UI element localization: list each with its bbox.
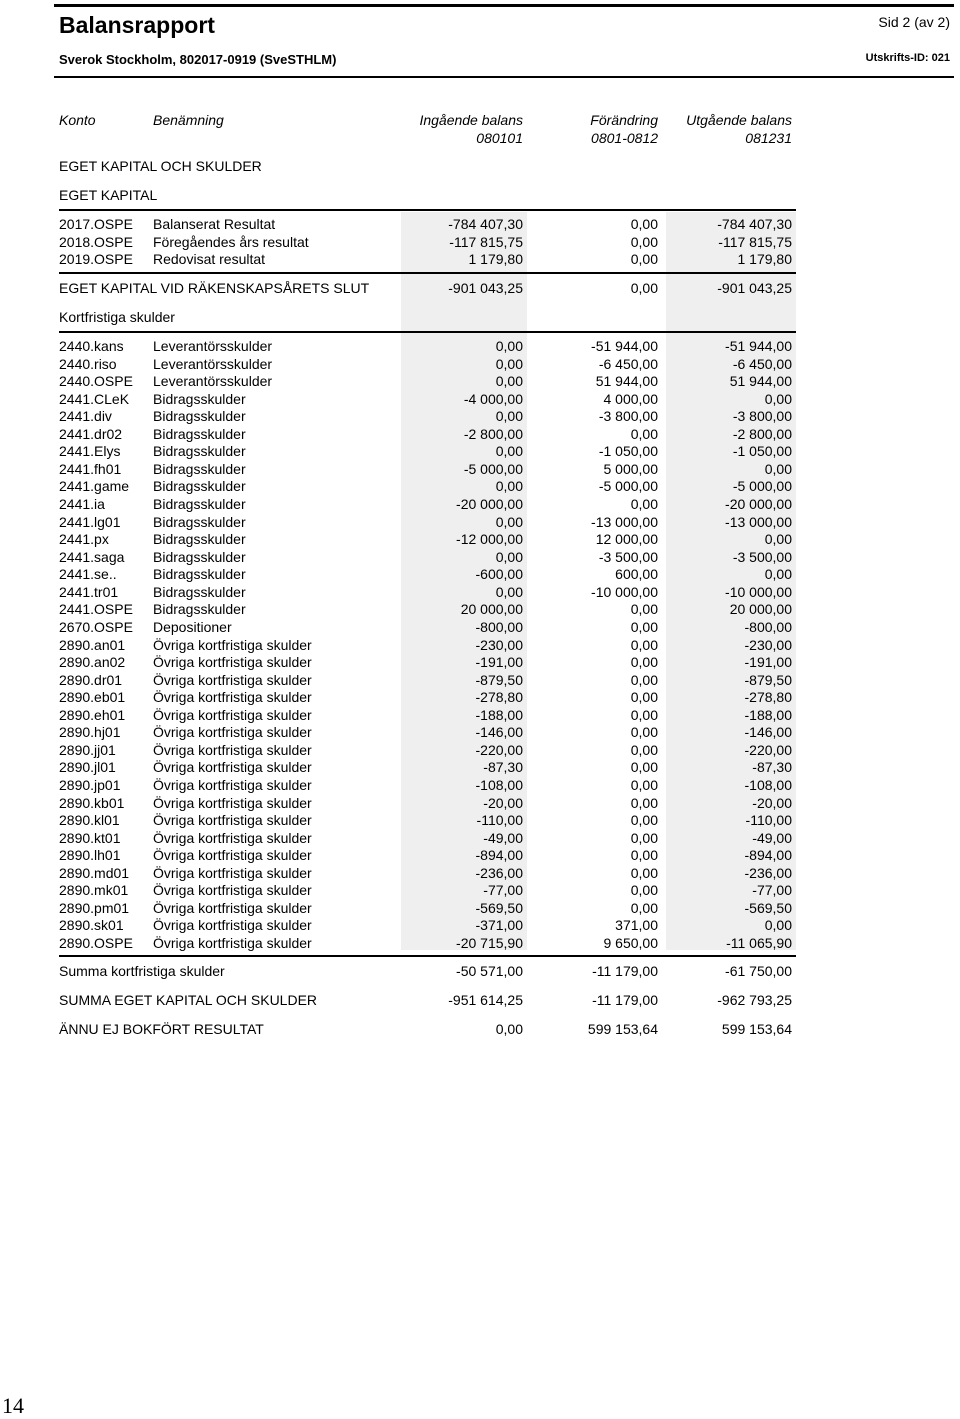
change: 0,00 xyxy=(630,425,658,442)
unbooked-result-in: 0,00 xyxy=(495,1021,523,1037)
account-code: 2441.div xyxy=(59,408,112,425)
change: -51 944,00 xyxy=(591,338,658,354)
opening-balance: 0,00 xyxy=(495,373,523,390)
account-code: 2670.OSPE xyxy=(59,618,133,635)
opening-balance: -87,30 xyxy=(483,759,523,776)
change: 0,00 xyxy=(630,233,658,250)
opening-balance: -108,00 xyxy=(475,777,523,793)
account-code: 2441.se.. xyxy=(59,566,117,583)
equity-total-row xyxy=(0,280,960,298)
debt-row xyxy=(0,531,960,549)
opening-balance: -879,50 xyxy=(475,671,523,688)
account-code: 2441.Elys xyxy=(59,443,121,460)
col-header-konto: Konto xyxy=(59,112,96,128)
closing-balance: -108,00 xyxy=(744,777,792,793)
account-code: 2890.kl01 xyxy=(59,812,120,829)
account-name: Övriga kortfristiga skulder xyxy=(153,829,312,846)
account-name: Bidragsskulder xyxy=(153,425,246,442)
unbooked-result-out: 599 153,64 xyxy=(721,1021,792,1037)
account-name: Bidragsskulder xyxy=(153,583,246,600)
opening-balance: -191,00 xyxy=(475,654,523,671)
grand-total-in: -951 614,25 xyxy=(448,992,523,1008)
account-name: Övriga kortfristiga skulder xyxy=(153,899,312,916)
print-id: Utskrifts-ID: 021 xyxy=(865,52,950,64)
opening-balance: -230,00 xyxy=(475,636,523,653)
grand-total-row xyxy=(0,992,960,1010)
col-header-utgaende-date: 081231 xyxy=(745,130,792,146)
account-code: 2441.CLeK xyxy=(59,390,130,407)
report-title: Balansrapport xyxy=(59,12,215,38)
account-code: 2441.fh01 xyxy=(59,460,122,477)
account-code: 2890.dr01 xyxy=(59,671,123,688)
account-code: 2441.saga xyxy=(59,548,125,565)
closing-balance: 0,00 xyxy=(764,531,792,548)
account-code: 2890.lh01 xyxy=(59,847,121,864)
change: 0,00 xyxy=(630,812,658,829)
closing-balance: -51 944,00 xyxy=(725,338,792,354)
debt-row xyxy=(0,759,960,777)
closing-balance: -188,00 xyxy=(744,706,792,723)
opening-balance: -371,00 xyxy=(475,917,523,934)
account-code: 2890.jp01 xyxy=(59,777,121,793)
change: -5 000,00 xyxy=(598,478,658,495)
account-name: Övriga kortfristiga skulder xyxy=(153,724,312,741)
opening-balance: 0,00 xyxy=(495,408,523,425)
account-name: Redovisat resultat xyxy=(153,251,266,268)
debt-row xyxy=(0,391,960,409)
equity-total-change: 0,00 xyxy=(630,280,658,296)
account-name: Bidragsskulder xyxy=(153,601,246,618)
closing-balance: -191,00 xyxy=(744,654,792,671)
change: 0,00 xyxy=(630,864,658,881)
change: 5 000,00 xyxy=(603,460,658,477)
grand-total-label: SUMMA EGET KAPITAL OCH SKULDER xyxy=(59,992,318,1008)
col-header-benamning: Benämning xyxy=(153,112,224,128)
account-name: Bidragsskulder xyxy=(153,390,246,407)
debt-row xyxy=(0,865,960,883)
section-heading-equity-and-debt: EGET KAPITAL OCH SKULDER xyxy=(59,158,262,174)
account-name: Leverantörsskulder xyxy=(153,373,273,390)
account-name: Bidragsskulder xyxy=(153,408,246,425)
opening-balance: -4 000,00 xyxy=(463,390,523,407)
col-header-ingaende: Ingående balans xyxy=(419,112,523,128)
opening-balance: -220,00 xyxy=(475,741,523,758)
closing-balance: -6 450,00 xyxy=(732,355,792,372)
change: 0,00 xyxy=(630,601,658,618)
closing-balance: -11 065,90 xyxy=(726,935,792,952)
debt-row xyxy=(0,795,960,813)
account-code: 2018.OSPE xyxy=(59,233,133,250)
change: 0,00 xyxy=(630,741,658,758)
closing-balance: -5 000,00 xyxy=(732,478,792,495)
opening-balance: -2 800,00 xyxy=(463,425,523,442)
change: 0,00 xyxy=(630,899,658,916)
change: 0,00 xyxy=(630,216,658,232)
section-heading-short-term-debt: Kortfristiga skulder xyxy=(59,309,175,325)
debt-row xyxy=(0,900,960,918)
account-name: Övriga kortfristiga skulder xyxy=(153,864,312,881)
grand-total-out: -962 793,25 xyxy=(717,992,792,1008)
change: 0,00 xyxy=(630,829,658,846)
account-name: Övriga kortfristiga skulder xyxy=(153,794,312,811)
col-header-forandring-date: 0801-0812 xyxy=(591,130,658,146)
opening-balance: 0,00 xyxy=(495,548,523,565)
account-code: 2890.mk01 xyxy=(59,882,129,899)
opening-balance: -20 000,00 xyxy=(456,496,523,513)
col-header-utgaende: Utgående balans xyxy=(686,112,792,128)
equity-total-label: EGET KAPITAL VID RÄKENSKAPSÅRETS SLUT xyxy=(59,280,370,296)
account-code: 2890.jj01 xyxy=(59,741,116,758)
account-name: Övriga kortfristiga skulder xyxy=(153,689,312,706)
debt-row xyxy=(0,549,960,567)
debt-row xyxy=(0,672,960,690)
change: 0,00 xyxy=(630,654,658,671)
account-name: Övriga kortfristiga skulder xyxy=(153,917,312,934)
opening-balance: -236,00 xyxy=(475,864,523,881)
closing-balance: -13 000,00 xyxy=(725,513,792,530)
debt-total-out: -61 750,00 xyxy=(725,963,792,979)
debt-row xyxy=(0,566,960,584)
opening-balance: -110,00 xyxy=(476,812,523,829)
opening-balance: 0,00 xyxy=(495,338,523,354)
closing-balance: -800,00 xyxy=(744,618,792,635)
account-name: Föregåendes års resultat xyxy=(153,233,309,250)
unbooked-result-row xyxy=(0,1021,960,1039)
change: 0,00 xyxy=(630,636,658,653)
closing-balance: -2 800,00 xyxy=(732,425,792,442)
account-name: Bidragsskulder xyxy=(153,443,246,460)
account-code: 2890.OSPE xyxy=(59,935,133,952)
account-name: Bidragsskulder xyxy=(153,460,246,477)
account-code: 2441.lg01 xyxy=(59,513,121,530)
opening-balance: -278,80 xyxy=(475,689,523,706)
page-number: 14 xyxy=(2,1393,24,1418)
account-name: Övriga kortfristiga skulder xyxy=(153,671,312,688)
organization-name: Sverok Stockholm, 802017-0919 (SveSTHLM) xyxy=(59,52,337,67)
account-name: Bidragsskulder xyxy=(153,548,246,565)
closing-balance: -110,00 xyxy=(745,812,792,829)
opening-balance: 20 000,00 xyxy=(460,601,523,618)
closing-balance: 0,00 xyxy=(764,390,792,407)
account-name: Bidragsskulder xyxy=(153,478,246,495)
debt-row xyxy=(0,496,960,514)
opening-balance: 0,00 xyxy=(495,583,523,600)
opening-balance: 0,00 xyxy=(495,513,523,530)
change: -3 800,00 xyxy=(598,408,658,425)
account-name: Övriga kortfristiga skulder xyxy=(153,812,312,829)
debt-row xyxy=(0,356,960,374)
account-name: Övriga kortfristiga skulder xyxy=(153,777,312,793)
closing-balance: -87,30 xyxy=(752,759,792,776)
debt-row xyxy=(0,514,960,532)
equity-total-out: -901 043,25 xyxy=(717,280,792,296)
unbooked-result-change: 599 153,64 xyxy=(587,1021,658,1037)
change: 0,00 xyxy=(630,251,658,268)
change: 371,00 xyxy=(615,917,658,934)
account-name: Leverantörsskulder xyxy=(153,355,273,372)
equity-row xyxy=(0,234,960,252)
account-code: 2441.px xyxy=(59,531,109,548)
opening-balance: -117 815,75 xyxy=(449,233,523,250)
debt-row xyxy=(0,654,960,672)
opening-balance: -20 715,90 xyxy=(456,935,523,952)
opening-balance: -5 000,00 xyxy=(463,460,523,477)
account-code: 2890.an01 xyxy=(59,636,126,653)
account-code: 2890.eh01 xyxy=(59,706,126,723)
change: 0,00 xyxy=(630,671,658,688)
debt-row xyxy=(0,707,960,725)
debt-row xyxy=(0,882,960,900)
account-code: 2440.OSPE xyxy=(59,373,133,390)
account-name: Övriga kortfristiga skulder xyxy=(153,654,312,671)
closing-balance: -894,00 xyxy=(744,847,792,864)
debt-row xyxy=(0,724,960,742)
closing-balance: 1 179,80 xyxy=(737,251,792,268)
change: 0,00 xyxy=(630,794,658,811)
page-indicator: Sid 2 (av 2) xyxy=(878,14,950,30)
change: 0,00 xyxy=(630,724,658,741)
opening-balance: -188,00 xyxy=(475,706,523,723)
account-name: Bidragsskulder xyxy=(153,566,246,583)
opening-balance: 0,00 xyxy=(495,443,523,460)
closing-balance: 0,00 xyxy=(764,566,792,583)
equity-total-in: -901 043,25 xyxy=(448,280,523,296)
debt-row xyxy=(0,830,960,848)
account-code: 2890.jl01 xyxy=(59,759,116,776)
closing-balance: -3 800,00 xyxy=(732,408,792,425)
opening-balance: -12 000,00 xyxy=(456,531,523,548)
account-name: Bidragsskulder xyxy=(153,513,246,530)
change: 0,00 xyxy=(630,706,658,723)
closing-balance: -236,00 xyxy=(744,864,792,881)
account-code: 2017.OSPE xyxy=(59,216,133,232)
header-rule xyxy=(54,76,954,78)
closing-balance: 51 944,00 xyxy=(729,373,792,390)
opening-balance: 0,00 xyxy=(495,478,523,495)
account-name: Övriga kortfristiga skulder xyxy=(153,847,312,864)
equity-row xyxy=(0,251,960,269)
closing-balance: -569,50 xyxy=(744,899,792,916)
change: 600,00 xyxy=(615,566,658,583)
account-name: Övriga kortfristiga skulder xyxy=(153,935,312,952)
account-code: 2441.ia xyxy=(59,496,105,513)
change: -1 050,00 xyxy=(598,443,658,460)
opening-balance: -600,00 xyxy=(475,566,523,583)
opening-balance: -49,00 xyxy=(483,829,523,846)
debt-row xyxy=(0,917,960,935)
debt-row xyxy=(0,461,960,479)
account-code: 2441.game xyxy=(59,478,130,495)
section-heading-equity: EGET KAPITAL xyxy=(59,187,158,203)
closing-balance: -3 500,00 xyxy=(732,548,792,565)
account-name: Leverantörsskulder xyxy=(153,338,273,354)
debt-row xyxy=(0,373,960,391)
debt-total-rule xyxy=(59,955,796,957)
debt-row xyxy=(0,742,960,760)
account-name: Övriga kortfristiga skulder xyxy=(153,706,312,723)
closing-balance: -230,00 xyxy=(744,636,792,653)
debt-row xyxy=(0,935,960,953)
equity-section-rule xyxy=(59,209,796,211)
account-code: 2890.sk01 xyxy=(59,917,124,934)
closing-balance: -278,80 xyxy=(744,689,792,706)
debt-section-rule xyxy=(59,331,796,333)
top-rule xyxy=(54,4,954,7)
opening-balance: -784 407,30 xyxy=(448,216,523,232)
closing-balance: -20 000,00 xyxy=(725,496,792,513)
account-code: 2890.an02 xyxy=(59,654,126,671)
opening-balance: -20,00 xyxy=(483,794,523,811)
account-name: Övriga kortfristiga skulder xyxy=(153,636,312,653)
opening-balance: 1 179,80 xyxy=(468,251,523,268)
change: 0,00 xyxy=(630,689,658,706)
account-code: 2441.tr01 xyxy=(59,583,119,600)
change: -3 500,00 xyxy=(598,548,658,565)
account-name: Depositioner xyxy=(153,618,232,635)
closing-balance: 20 000,00 xyxy=(729,601,792,618)
debt-row xyxy=(0,619,960,637)
debt-row xyxy=(0,408,960,426)
debt-row xyxy=(0,426,960,444)
debt-total-row xyxy=(0,963,960,981)
account-code: 2441.OSPE xyxy=(59,601,133,618)
debt-row xyxy=(0,637,960,655)
closing-balance: -784 407,30 xyxy=(717,216,792,232)
closing-balance: -49,00 xyxy=(752,829,792,846)
debt-total-change: -11 179,00 xyxy=(592,963,658,979)
change: 9 650,00 xyxy=(603,935,658,952)
debt-row xyxy=(0,847,960,865)
change: 0,00 xyxy=(630,618,658,635)
account-code: 2019.OSPE xyxy=(59,251,133,268)
change: -6 450,00 xyxy=(598,355,658,372)
debt-total-label: Summa kortfristiga skulder xyxy=(59,963,225,979)
change: 0,00 xyxy=(630,496,658,513)
change: 0,00 xyxy=(630,882,658,899)
debt-row xyxy=(0,777,960,795)
equity-total-rule xyxy=(59,272,796,274)
account-name: Bidragsskulder xyxy=(153,531,246,548)
debt-row xyxy=(0,601,960,619)
change: -10 000,00 xyxy=(591,583,658,600)
account-code: 2441.dr02 xyxy=(59,425,123,442)
opening-balance: -77,00 xyxy=(483,882,523,899)
closing-balance: -117 815,75 xyxy=(718,233,792,250)
account-code: 2890.eb01 xyxy=(59,689,126,706)
closing-balance: -220,00 xyxy=(744,741,792,758)
col-header-ingaende-date: 080101 xyxy=(476,130,523,146)
debt-row xyxy=(0,689,960,707)
closing-balance: -1 050,00 xyxy=(732,443,792,460)
change: 0,00 xyxy=(630,777,658,793)
debt-row xyxy=(0,812,960,830)
col-header-forandring: Förändring xyxy=(590,112,658,128)
closing-balance: 0,00 xyxy=(764,460,792,477)
debt-total-in: -50 571,00 xyxy=(456,963,523,979)
debt-row xyxy=(0,338,960,356)
closing-balance: -10 000,00 xyxy=(725,583,792,600)
account-name: Bidragsskulder xyxy=(153,496,246,513)
account-code: 2440.riso xyxy=(59,355,117,372)
debt-row xyxy=(0,584,960,602)
opening-balance: -894,00 xyxy=(475,847,523,864)
change: -13 000,00 xyxy=(591,513,658,530)
opening-balance: -569,50 xyxy=(475,899,523,916)
change: 0,00 xyxy=(630,759,658,776)
opening-balance: -146,00 xyxy=(475,724,523,741)
change: 4 000,00 xyxy=(603,390,658,407)
grand-total-change: -11 179,00 xyxy=(592,992,658,1008)
change: 12 000,00 xyxy=(595,531,658,548)
account-name: Balanserat Resultat xyxy=(153,216,276,232)
account-code: 2890.pm01 xyxy=(59,899,130,916)
account-code: 2890.md01 xyxy=(59,864,130,881)
unbooked-result-label: ÄNNU EJ BOKFÖRT RESULTAT xyxy=(59,1021,264,1037)
account-name: Övriga kortfristiga skulder xyxy=(153,759,312,776)
account-code: 2440.kans xyxy=(59,338,124,354)
account-code: 2890.kt01 xyxy=(59,829,121,846)
opening-balance: -800,00 xyxy=(475,618,523,635)
equity-row xyxy=(0,216,960,234)
closing-balance: -879,50 xyxy=(744,671,792,688)
account-code: 2890.kb01 xyxy=(59,794,125,811)
account-name: Övriga kortfristiga skulder xyxy=(153,741,312,758)
debt-row xyxy=(0,478,960,496)
closing-balance: -20,00 xyxy=(752,794,792,811)
closing-balance: -146,00 xyxy=(744,724,792,741)
change: 0,00 xyxy=(630,847,658,864)
change: 51 944,00 xyxy=(595,373,658,390)
debt-row xyxy=(0,443,960,461)
account-name: Övriga kortfristiga skulder xyxy=(153,882,312,899)
closing-balance: 0,00 xyxy=(764,917,792,934)
closing-balance: -77,00 xyxy=(752,882,792,899)
opening-balance: 0,00 xyxy=(495,355,523,372)
account-code: 2890.hj01 xyxy=(59,724,121,741)
